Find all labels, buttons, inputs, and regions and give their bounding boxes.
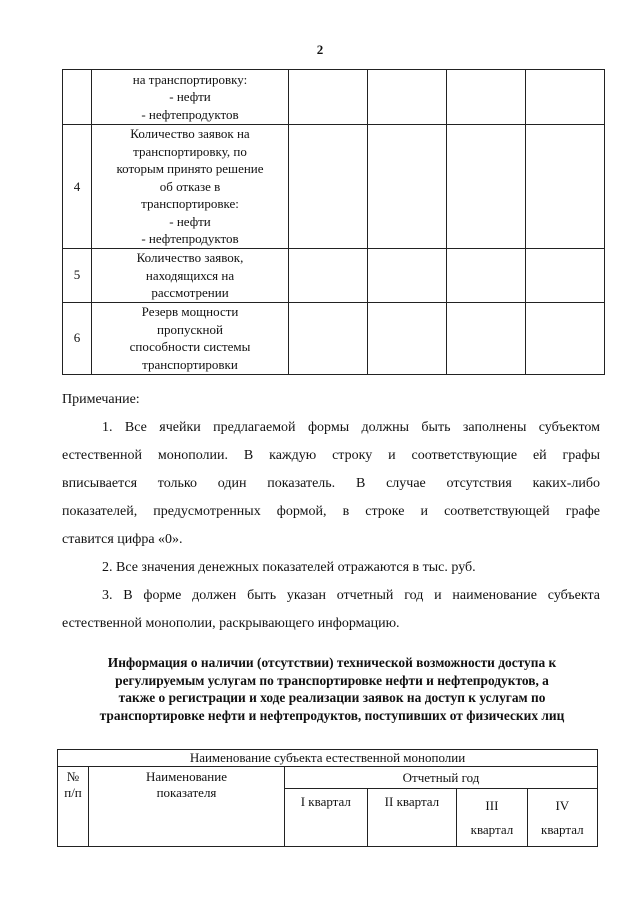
text-line: - нефтепродуктов <box>141 106 239 122</box>
header-line: квартал <box>470 822 514 837</box>
access-info-table <box>57 749 598 847</box>
notes-section <box>62 386 600 638</box>
text-line: - нефтепродуктов <box>141 231 239 247</box>
value-cell <box>289 125 368 249</box>
text-line: Резерв мощности <box>141 304 239 319</box>
indicators-table-continued <box>62 69 605 375</box>
text-line: транспортировке: <box>141 196 239 212</box>
note-line: 1. Все ячейки предлагаемой формы должны быть заполнены субъектом <box>102 420 600 435</box>
text-line: транспортировки <box>142 356 238 372</box>
text-line: - нефти <box>169 213 211 229</box>
col-number-header <box>58 767 89 847</box>
note-line: показателей, предусмотренных формой, в строке и соответствующей графе <box>62 504 600 519</box>
page-number: 2 <box>316 42 324 57</box>
value-cell <box>447 302 526 374</box>
text-line: которым принято решение <box>116 161 264 177</box>
header-line: III <box>485 798 499 813</box>
table-row <box>63 302 605 374</box>
text-line: транспортировку, по <box>133 143 247 159</box>
note-line: ставится цифра «0». <box>62 532 183 547</box>
header-line: квартал <box>541 822 584 837</box>
text-line: способности системы <box>129 339 251 354</box>
row-number <box>63 70 92 125</box>
value-cell <box>526 70 605 125</box>
value-cell <box>526 125 605 249</box>
value-cell <box>368 70 447 125</box>
header-line: Наименование <box>146 769 227 784</box>
note-line: вписывается только один показатель. В случае отсутствия каких-либо <box>62 476 600 491</box>
value-cell <box>368 249 447 303</box>
entity-header: Наименование субъекта естественной монополии <box>58 750 598 767</box>
notes-heading: Примечание: <box>62 392 140 407</box>
table-row <box>58 767 598 789</box>
title-line: также о регистрации и ходе реализации заявок на доступ к услугам по <box>118 690 546 705</box>
text-line: находящихся на <box>145 267 235 283</box>
note-line: естественной монополии, раскрывающего информацию. <box>62 616 400 631</box>
header-line: показателя <box>156 785 217 800</box>
indicator-name <box>92 249 289 303</box>
row-number: 6 <box>63 302 92 374</box>
value-cell <box>289 302 368 374</box>
value-cell <box>526 249 605 303</box>
indicator-name <box>92 302 289 374</box>
table-row <box>58 750 598 767</box>
indicator-name <box>92 70 289 125</box>
value-cell <box>447 125 526 249</box>
note-item-2: 2. Все значения денежных показателей отражаются в тыс. руб. <box>102 560 476 575</box>
value-cell <box>289 249 368 303</box>
value-cell <box>447 70 526 125</box>
header-line: IV <box>555 798 570 813</box>
quarter-4-header <box>527 789 597 847</box>
text-line: рассмотрении <box>151 285 229 300</box>
value-cell <box>447 249 526 303</box>
text-line: - нефти <box>169 89 211 105</box>
value-cell <box>368 302 447 374</box>
note-line: естественной монополии. В каждую строку и соответствующие ей графы <box>62 448 600 463</box>
col-name-header <box>89 767 285 847</box>
table-row <box>63 125 605 249</box>
text-line: на транспортировку: <box>132 71 248 87</box>
reporting-year-header: Отчетный год <box>285 767 598 789</box>
value-cell <box>289 70 368 125</box>
header-line: п/п <box>64 785 82 800</box>
quarter-2-header: II квартал <box>367 789 457 847</box>
text-line: пропускной <box>157 321 223 337</box>
row-number: 5 <box>63 249 92 303</box>
value-cell <box>526 302 605 374</box>
value-cell <box>368 125 447 249</box>
table-row <box>63 70 605 125</box>
table-row <box>63 249 605 303</box>
row-number: 4 <box>63 125 92 249</box>
note-item-3: 3. В форме должен быть указан отчетный год и наименование субъекта <box>102 588 600 603</box>
text-line: Количество заявок на <box>130 126 250 142</box>
text-line: об отказе в <box>159 178 221 194</box>
header-line: № <box>66 769 80 784</box>
title-line: Информация о наличии (отсутствии) технической возможности доступа к <box>107 655 557 670</box>
quarter-1-header: I квартал <box>285 789 368 847</box>
indicator-name <box>92 125 289 249</box>
section-title <box>62 654 602 724</box>
title-line: транспортировке нефти и нефтепродуктов, поступивших от физических лиц <box>99 707 565 723</box>
quarter-3-header <box>457 789 527 847</box>
text-line: Количество заявок, <box>136 250 244 265</box>
title-line: регулируемым услугам по транспортировке нефти и нефтепродуктов, а <box>115 672 549 688</box>
